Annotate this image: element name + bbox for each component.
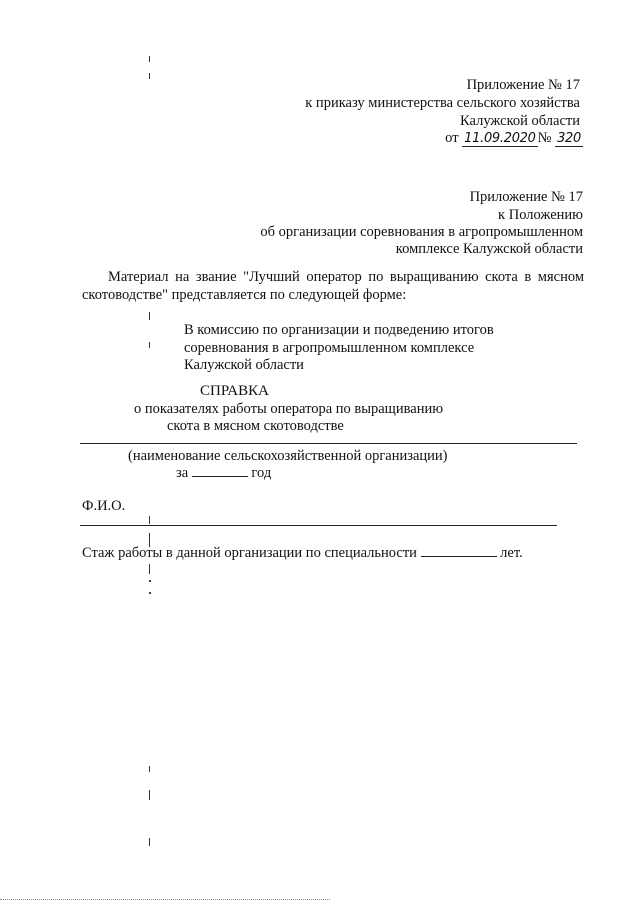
number-prefix: № [537, 130, 552, 146]
organization-caption: (наименование сельскохозяйственной организации) [128, 448, 448, 464]
addressee-line-2: соревнования в агропромышленном комплексе [184, 340, 475, 356]
year-blank [192, 464, 248, 477]
intro-paragraph: Материал на звание "Лучший оператор по выращиванию скота в мясном скотоводстве" представляется по следующей форме: [82, 269, 584, 303]
order-appendix-label: Приложение № 17 [466, 77, 580, 93]
addressee-line-1: В комиссию по организации и подведению итогов [184, 322, 494, 338]
regulation-subject: об организации соревнования в агропромышленном [260, 224, 583, 240]
regulation-region: комплексе Калужской области [395, 241, 583, 257]
addressee-line-3: Калужской области [184, 357, 304, 373]
certificate-subtitle-1: о показателях работы оператора по выращиванию [134, 401, 444, 417]
scan-mark [149, 564, 150, 574]
fio-rule [80, 525, 557, 526]
experience-line [82, 544, 523, 562]
scan-dot [149, 580, 151, 582]
order-number: 320 [557, 131, 581, 146]
certificate-title: СПРАВКА [200, 383, 269, 399]
experience-suffix: лет. [500, 545, 523, 561]
certificate-subtitle-2: скота в мясном скотоводстве [167, 418, 344, 434]
scan-mark [149, 838, 150, 846]
from-prefix: от [445, 130, 459, 146]
organization-name-rule [80, 443, 577, 444]
scan-mark [149, 56, 150, 62]
year-suffix: год [251, 465, 272, 481]
regulation-appendix-label: Приложение № 17 [469, 189, 583, 205]
scan-mark [149, 790, 150, 800]
scan-mark [149, 766, 150, 772]
experience-blank [421, 544, 497, 557]
experience-text: Стаж работы в данной организации по специальности [82, 545, 417, 561]
year-line [176, 464, 271, 482]
scan-mark [149, 312, 150, 320]
scan-mark [149, 516, 150, 524]
year-prefix: за [176, 465, 189, 481]
scan-dot [149, 592, 151, 594]
scan-mark [149, 342, 150, 348]
order-date-number [445, 129, 583, 148]
order-region: Калужской области [460, 113, 580, 129]
order-date: 11.09.2020 [464, 131, 536, 146]
order-reference: к приказу министерства сельского хозяйства [305, 95, 580, 111]
scan-bottom-edge [0, 899, 330, 900]
scan-mark [149, 73, 150, 79]
regulation-reference: к Положению [498, 207, 583, 223]
fio-label: Ф.И.О. [82, 498, 126, 514]
